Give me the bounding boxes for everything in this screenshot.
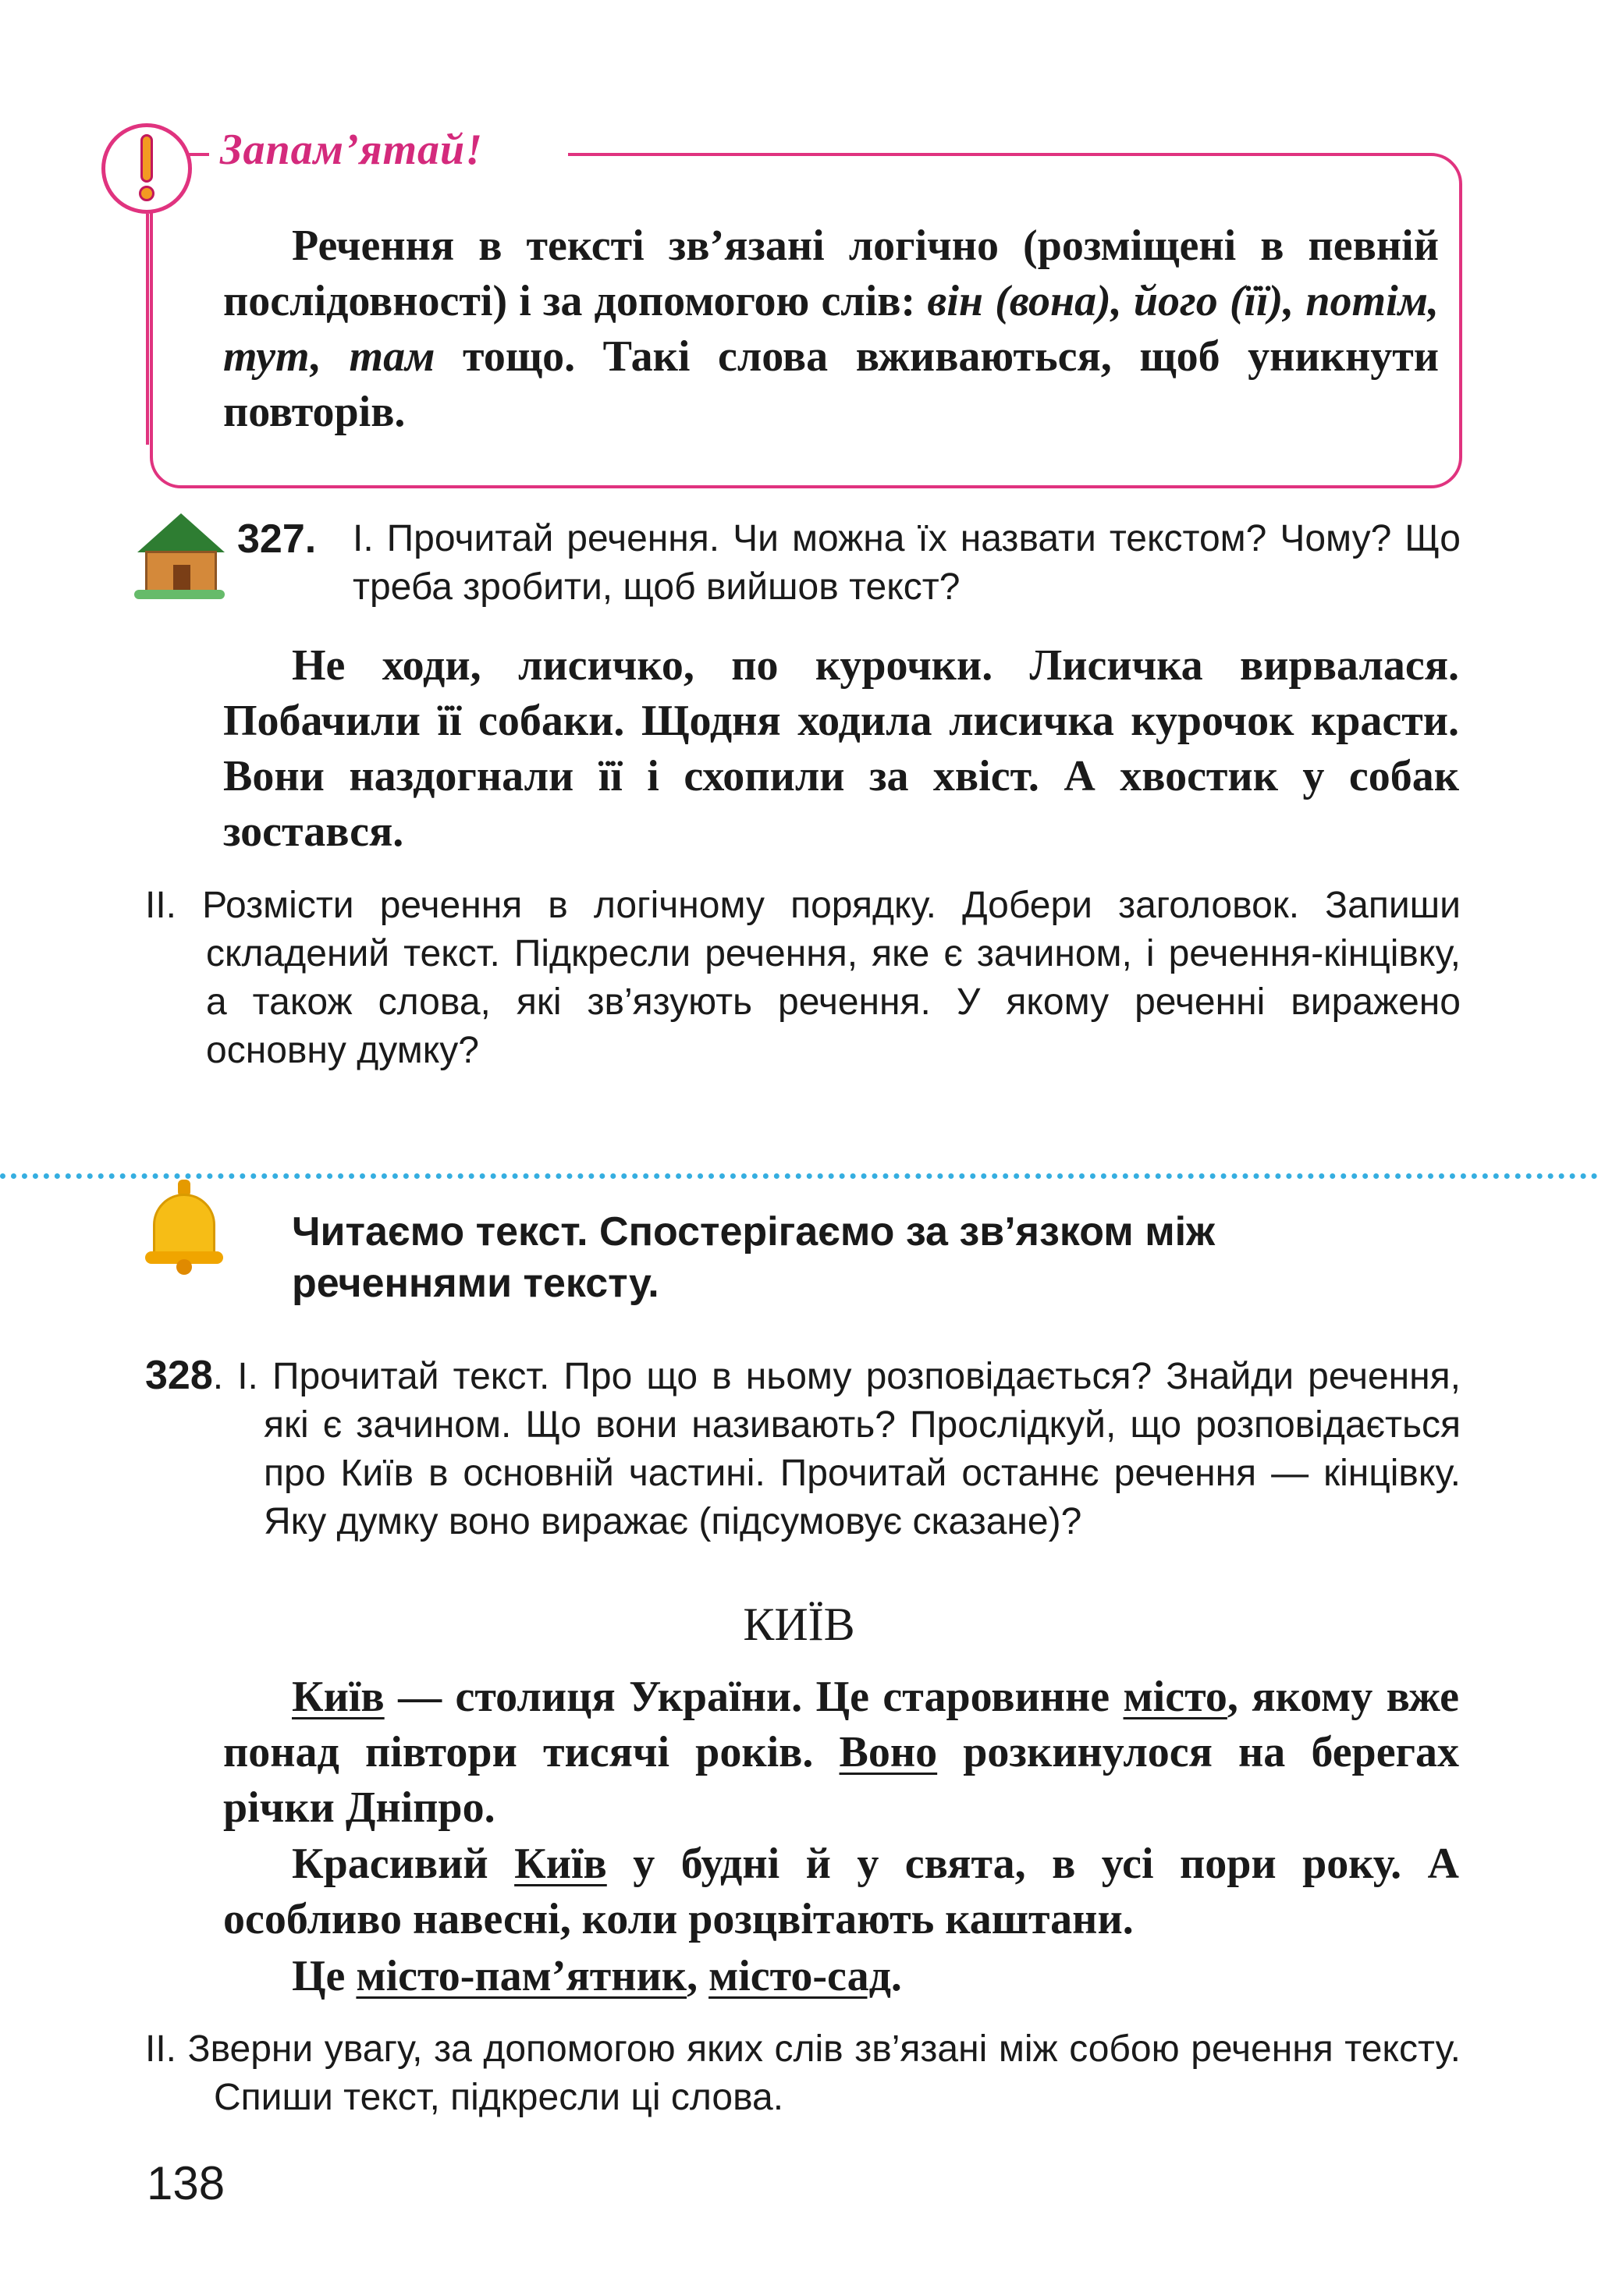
rule-link-words: він (вона), його (її), потім, тут, там (223, 277, 1440, 381)
rule-text-part1: Речення в тексті зв’язані логічно (розміщені в певній послідовності) і за допомогою слів: (223, 222, 1439, 325)
kyiv-paragraph-1: Київ — столиця України. Це старовинне місто, якому вже понад півтори тисячі років. Воно розкинулося на берегах річки Дніпро. (223, 1673, 1459, 1832)
exercise-327-number: 327. (237, 516, 317, 562)
exclamation-dot (139, 186, 154, 201)
house-icon-grass (134, 590, 225, 599)
kyiv-paragraph-2: Красивий Київ у будні й у свята, в усі пори року. А особливо навесні, коли розцвітають каштани. (223, 1840, 1459, 1943)
exercise-327-task2: ІІ. Розмісти речення в логічному порядку. Добери заголовок. Запиши складений текст. Підкресли речення, яке є зачином, і речення-кінцівку, а також слова, які зв’язують речення. У якому реченні виражено основну думку? (145, 885, 1461, 1071)
remember-connector-line (146, 214, 149, 445)
house-icon-roof (137, 513, 225, 552)
exercise-327-task1: І. Прочитай речення. Чи можна їх назвати текстом? Чому? Що треба зробити, щоб вийшов текст? (353, 518, 1461, 608)
dotted-separator (0, 1173, 1598, 1179)
section-heading: Читаємо текст. Спостерігаємо за зв’язком між реченнями тексту. (292, 1209, 1215, 1306)
exercise-327-sentences: Не ходи, лисичко, по курочки. Лисичка вирвалася. Побачили її собаки. Щодня ходила лисичка курочок красти. Вони наздогнали її і схопили за хвіст. А хвостик у собак зостався. (223, 641, 1459, 856)
page-number: 138 (147, 2157, 225, 2209)
remember-title: Запам’ятай! (220, 126, 483, 174)
kyiv-paragraph-3: Це місто-пам’ятник, місто-сад. (292, 1952, 902, 2000)
exercise-328-number: 328 (145, 1353, 213, 1398)
remember-rule (223, 218, 1439, 440)
exercise-328-task2: ІІ. Зверни увагу, за допомогою яких слів зв’язані між собою речення тексту. Спиши текст, підкресли ці слова. (145, 2028, 1461, 2118)
bell-icon (153, 1194, 215, 1259)
bell-icon-clapper (176, 1259, 192, 1275)
text-title: КИЇВ (743, 1599, 855, 1650)
rule-text-part2: тощо. Такі слова вживаються, щоб уникнути повторів. (223, 332, 1440, 436)
exercise-328-task1-text: . І. Прочитай текст. Про що в ньому розповідається? Знайди речення, які є зачином. Що вони називають? Прослідкуй, що розповідається про Київ в основній частині. Прочитай останнє речення — кінцівку. Яку думку воно виражає (підсумовує сказане)? (212, 1356, 1461, 1542)
exclamation-stem (140, 134, 153, 183)
exercise-328-task1 (145, 1351, 1461, 1546)
